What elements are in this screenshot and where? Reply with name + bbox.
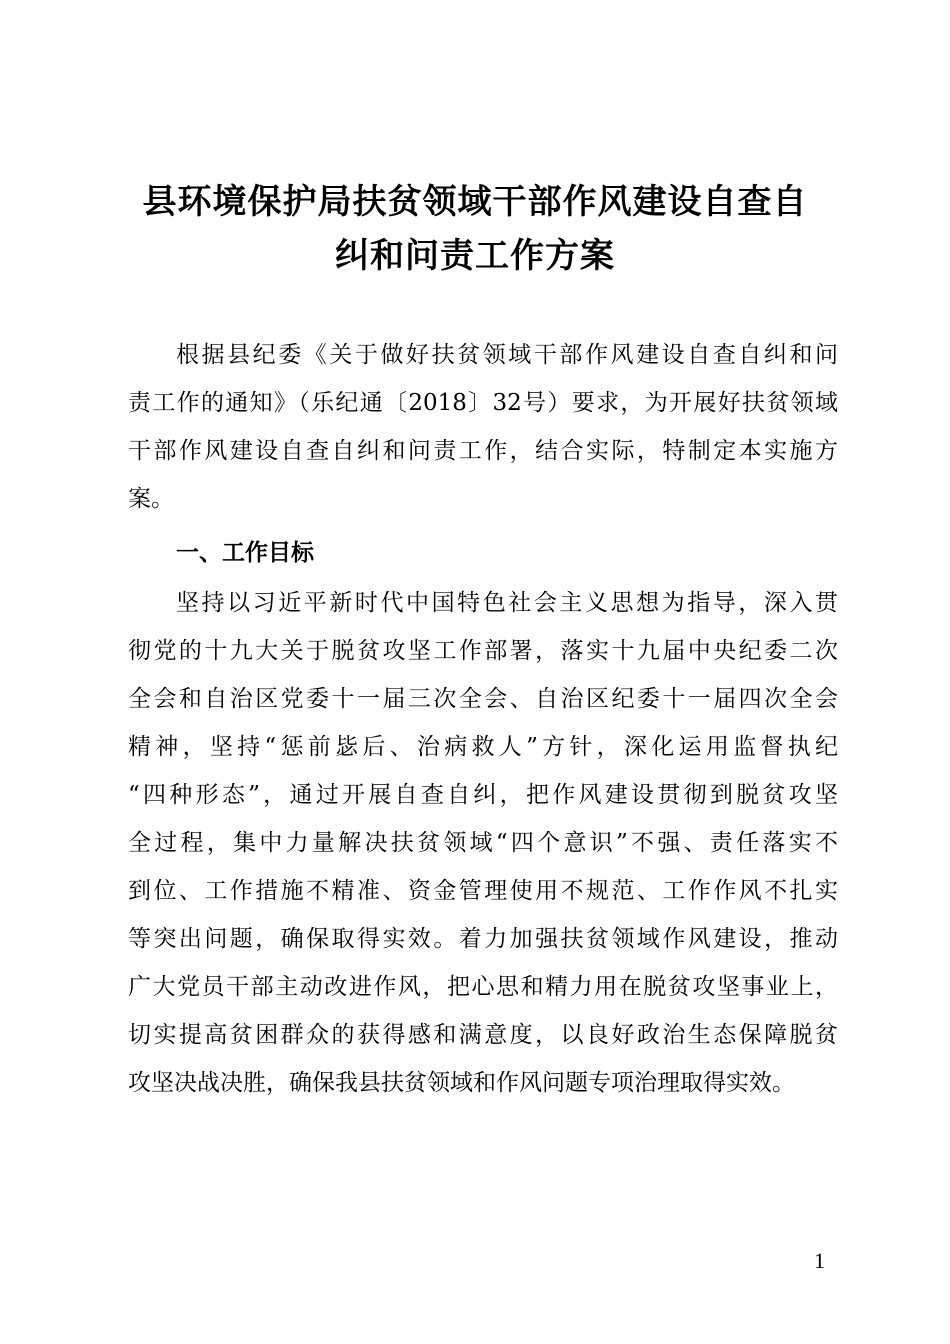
section-paragraph-line: 等突出问题，确保取得实效。着力加强扶贫领域作风建设，推动 xyxy=(128,926,838,952)
section-paragraph-line: 切实提高贫困群众的获得感和满意度，以良好政治生态保障脱贫 xyxy=(128,1022,838,1048)
intro-paragraph-line: 责工作的通知》（乐纪通〔2018〕32号）要求，为开展好扶贫领域 xyxy=(128,390,838,416)
section-paragraph-line: 全过程，集中力量解决扶贫领域“四个意识”不强、责任落实不 xyxy=(128,830,838,856)
section-paragraph-line: 广大党员干部主动改进作风，把心思和精力用在脱贫攻坚事业上， xyxy=(128,974,838,1000)
section-heading-work-goals: 一、工作目标 xyxy=(176,540,314,566)
section-paragraph-line: 精神，坚持“惩前毖后、治病救人”方针，深化运用监督执纪 xyxy=(128,734,838,760)
document-title-line-2: 纠和问责工作方案 xyxy=(335,236,615,276)
section-paragraph-line: 坚持以习近平新时代中国特色社会主义思想为指导，深入贯 xyxy=(176,590,838,616)
section-paragraph-line: 攻坚决战决胜，确保我县扶贫领域和作风问题专项治理取得实效。 xyxy=(128,1070,795,1096)
section-paragraph-line: 彻党的十九大关于脱贫攻坚工作部署，落实十九届中央纪委二次 xyxy=(128,638,838,664)
section-paragraph-line: 到位、工作措施不精准、资金管理使用不规范、工作作风不扎实 xyxy=(128,878,838,904)
intro-paragraph-line: 根据县纪委《关于做好扶贫领域干部作风建设自查自纠和问 xyxy=(176,342,838,368)
intro-paragraph-line: 干部作风建设自查自纠和问责工作，结合实际，特制定本实施方 xyxy=(128,438,838,464)
document-title-line-1: 县环境保护局扶贫领域干部作风建设自查自 xyxy=(142,182,808,222)
section-paragraph-line: “四种形态”，通过开展自查自纠，把作风建设贯彻到脱贫攻坚 xyxy=(128,782,838,808)
intro-paragraph-line: 案。 xyxy=(128,486,174,512)
page-number: 1 xyxy=(814,1248,825,1273)
section-paragraph-line: 全会和自治区党委十一届三次全会、自治区纪委十一届四次全会 xyxy=(128,686,838,712)
